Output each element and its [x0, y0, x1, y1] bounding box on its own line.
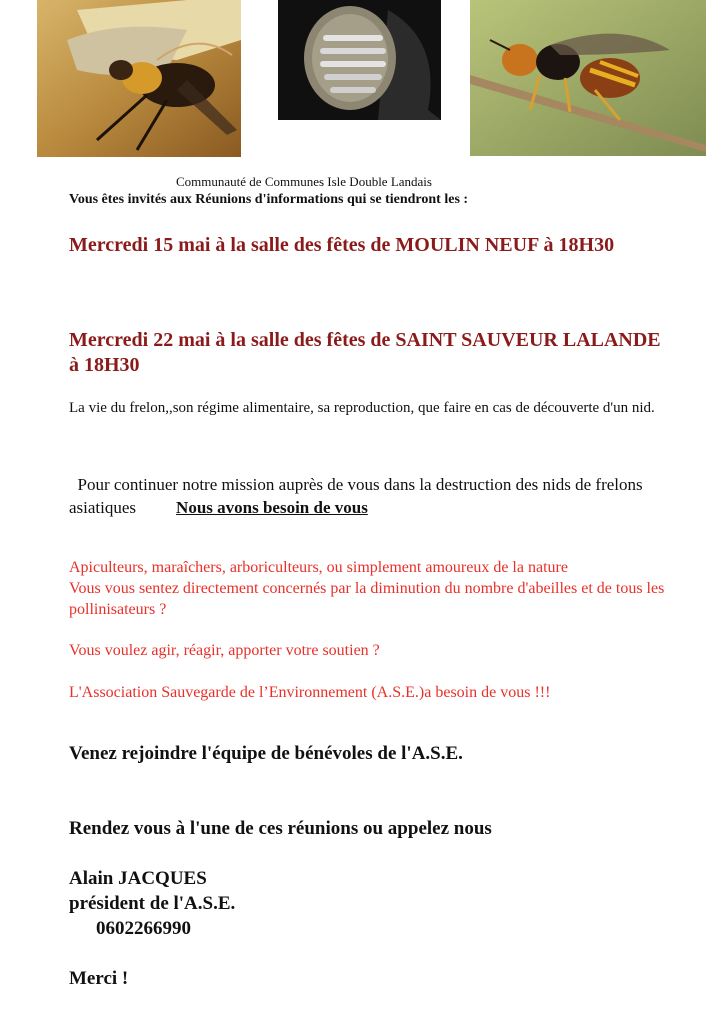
appeal-line-1: Apiculteurs, maraîchers, arboriculteurs, ou simplement amoureux de la nature [69, 559, 568, 576]
nest-cross-section-photo [278, 0, 441, 120]
join-volunteers: Venez rejoindre l'équipe de bénévoles de l'A.S.E. [69, 743, 463, 764]
contact-role: président de l'A.S.E. [69, 893, 236, 914]
contact-phone: 0602266990 [96, 918, 191, 939]
meeting-1: Mercredi 15 mai à la salle des fêtes de MOULIN NEUF à 18H30 [69, 234, 615, 256]
mission-statement [69, 473, 689, 519]
appeal-act: Vous voulez agir, réagir, apporter votre soutien ? [69, 642, 380, 659]
appeal-line-2: Vous vous sentez directement concernés par la diminution du nombre d'abeilles et de tous les pollinisateurs ? [69, 580, 665, 618]
appeal-ase: L'Association Sauvegarde de l’Environnement (A.S.E.)a besoin de vous !!! [69, 684, 551, 701]
invitation-heading: Vous êtes invités aux Réunions d'informations qui se tiendront les : [69, 192, 469, 207]
contact-name: Alain JACQUES [69, 868, 207, 889]
meeting-2: Mercredi 22 mai à la salle des fêtes de SAINT SAUVEUR LALANDE à 18H30 [69, 329, 661, 376]
need-you-callout: Nous avons besoin de vous [176, 498, 368, 517]
meeting-topics: La vie du frelon,,son régime alimentaire, sa reproduction, que faire en cas de découverte d'un nid. [69, 400, 655, 416]
hornet-on-twig-photo [470, 0, 706, 156]
hornet-nest-photo [37, 0, 241, 157]
community-name: Communauté de Communes Isle Double Landais [176, 174, 432, 189]
meet-or-call: Rendez vous à l'une de ces réunions ou appelez nous [69, 818, 492, 839]
appeal-block [69, 557, 689, 620]
thanks: Merci ! [69, 968, 129, 989]
mission-text: Pour continuer notre mission auprès de vous dans la destruction des nids de frelons asiatiques [69, 475, 643, 517]
